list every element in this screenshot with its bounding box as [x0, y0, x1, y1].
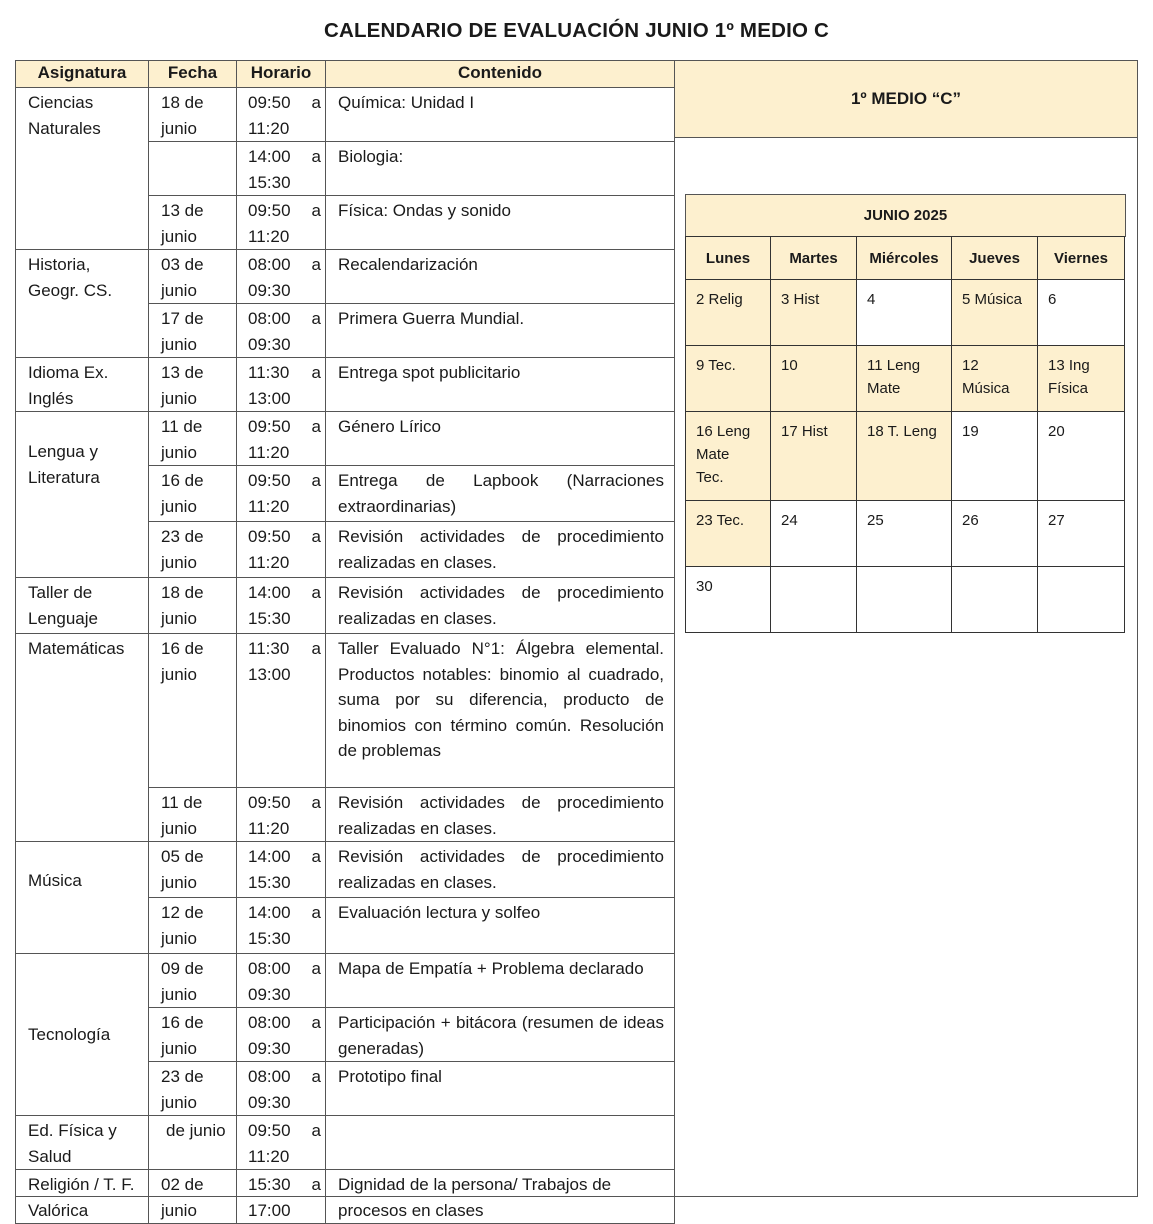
horario-start: 08:00: [248, 1013, 291, 1032]
contenido-cell: Física: Ondas y sonido: [326, 196, 675, 250]
horario-cell: [237, 1170, 326, 1224]
contenido-cell: Mapa de Empatía + Problema declarado: [326, 954, 675, 1008]
horario-cell: [237, 250, 326, 304]
fecha-cell: 16 de junio: [149, 634, 237, 788]
calendar-day-cell: [771, 567, 857, 633]
fecha-cell: de junio: [149, 1116, 237, 1170]
contenido-cell: Género Lírico: [326, 412, 675, 466]
contenido-cell: Dignidad de la persona/ Trabajos de procesos en clases: [326, 1170, 675, 1224]
calendar-day-cell: 20: [1038, 412, 1125, 501]
course-header: 1º MEDIO “C”: [674, 60, 1138, 138]
fecha-cell: [149, 142, 237, 196]
horario-cell: [237, 578, 326, 634]
contenido-cell: Revisión actividades de procedimiento realizadas en clases.: [326, 578, 675, 634]
calendar-day-cell: 18 T. Leng: [857, 412, 952, 501]
asignatura-cell: Taller de Lenguaje: [16, 578, 149, 634]
horario-end: 13:00: [248, 664, 291, 684]
horario-sep: a: [311, 471, 321, 490]
horario-cell: [237, 1062, 326, 1116]
horario-sep: a: [311, 1067, 321, 1086]
calendar-day-cell: 5 Música: [952, 280, 1038, 346]
contenido-cell: Prototipo final: [326, 1062, 675, 1116]
horario-start: 11:30: [248, 639, 290, 658]
contenido-cell: Biologia:: [326, 142, 675, 196]
horario-start: 08:00: [248, 309, 291, 328]
calendar-day-cell: 30: [686, 567, 771, 633]
horario-end: 09:30: [248, 1038, 291, 1058]
horario-sep: a: [311, 847, 321, 866]
contenido-cell: Revisión actividades de procedimiento realizadas en clases.: [326, 842, 675, 898]
contenido-cell: Revisión actividades de procedimiento realizadas en clases.: [326, 788, 675, 842]
calendar-day-cell: 12 Música: [952, 346, 1038, 412]
horario-sep: a: [311, 793, 321, 812]
fecha-cell: 18 de junio: [149, 578, 237, 634]
calendar-day-header: Martes: [771, 237, 857, 280]
page-title: CALENDARIO DE EVALUACIÓN JUNIO 1º MEDIO C: [323, 19, 830, 42]
horario-end: 11:20: [248, 226, 290, 246]
asignatura-cell: Tecnología: [16, 954, 149, 1116]
horario-sep: a: [311, 959, 321, 978]
fecha-cell: 09 de junio: [149, 954, 237, 1008]
horario-end: 11:20: [248, 118, 290, 138]
horario-sep: a: [311, 903, 321, 922]
asignatura-cell: Ed. Física y Salud: [16, 1116, 149, 1170]
calendar-day-cell: 10: [771, 346, 857, 412]
contenido-cell: Taller Evaluado N°1: Álgebra elemental. Productos notables: binomio al cuadrado, suma por su diferencia, producto de binomios con término común. Resolución de problemas: [326, 634, 675, 788]
horario-start: 08:00: [248, 255, 291, 274]
calendar-day-cell: 3 Hist: [771, 280, 857, 346]
horario-start: 15:30: [248, 1175, 291, 1194]
horario-end: 11:20: [248, 552, 290, 572]
horario-start: 09:50: [248, 793, 291, 812]
horario-cell: [237, 358, 326, 412]
contenido-cell: Participación + bitácora (resumen de ideas generadas): [326, 1008, 675, 1062]
contenido-cell: Recalendarización: [326, 250, 675, 304]
horario-start: 09:50: [248, 201, 291, 220]
horario-sep: a: [311, 583, 321, 602]
horario-sep: a: [311, 1121, 321, 1140]
horario-sep: a: [311, 147, 321, 166]
horario-sep: a: [311, 639, 321, 658]
horario-cell: [237, 304, 326, 358]
asignatura-cell: Religión / T. F. Valórica: [16, 1170, 149, 1224]
horario-sep: a: [311, 527, 321, 546]
asignatura-cell: Ciencias Naturales: [16, 88, 149, 250]
horario-end: 09:30: [248, 334, 291, 354]
asignatura-cell: Idioma Ex. Inglés: [16, 358, 149, 412]
calendar-title: JUNIO 2025: [685, 194, 1126, 237]
horario-start: 14:00: [248, 903, 291, 922]
horario-cell: [237, 898, 326, 954]
fecha-cell: 12 de junio: [149, 898, 237, 954]
horario-sep: a: [311, 255, 321, 274]
calendar-day-cell: [952, 567, 1038, 633]
fecha-cell: 16 de junio: [149, 466, 237, 522]
evaluation-table: [15, 60, 675, 1224]
horario-end: 11:20: [248, 1146, 290, 1166]
horario-sep: a: [311, 1175, 321, 1194]
fecha-cell: 11 de junio: [149, 788, 237, 842]
horario-end: 15:30: [248, 172, 291, 192]
horario-end: 13:00: [248, 388, 291, 408]
fecha-cell: 13 de junio: [149, 196, 237, 250]
contenido-cell: Evaluación lectura y solfeo: [326, 898, 675, 954]
calendar-day-cell: 17 Hist: [771, 412, 857, 501]
calendar-day-header: Lunes: [686, 237, 771, 280]
horario-start: 14:00: [248, 147, 291, 166]
calendar-day-header: Viernes: [1038, 237, 1125, 280]
horario-cell: [237, 142, 326, 196]
horario-sep: a: [311, 363, 321, 382]
calendar-day-cell: 25: [857, 501, 952, 567]
horario-start: 14:00: [248, 847, 291, 866]
june-calendar: [685, 236, 1125, 633]
calendar-day-cell: 2 Relig: [686, 280, 771, 346]
horario-end: 15:30: [248, 928, 291, 948]
calendar-day-cell: 24: [771, 501, 857, 567]
fecha-cell: 16 de junio: [149, 1008, 237, 1062]
calendar-day-cell: 13 Ing Física: [1038, 346, 1125, 412]
horario-cell: [237, 1008, 326, 1062]
fecha-cell: 03 de junio: [149, 250, 237, 304]
horario-start: 08:00: [248, 1067, 291, 1086]
horario-end: 11:20: [248, 442, 290, 462]
horario-start: 11:30: [248, 363, 290, 382]
horario-cell: [237, 842, 326, 898]
fecha-cell: 18 de junio: [149, 88, 237, 142]
calendar-day-cell: 4: [857, 280, 952, 346]
calendar-day-cell: 19: [952, 412, 1038, 501]
calendar-day-header: Miércoles: [857, 237, 952, 280]
fecha-cell: 23 de junio: [149, 1062, 237, 1116]
asignatura-cell: Historia, Geogr. CS.: [16, 250, 149, 358]
horario-start: 09:50: [248, 527, 291, 546]
horario-sep: a: [311, 309, 321, 328]
horario-cell: [237, 788, 326, 842]
horario-cell: [237, 522, 326, 578]
horario-start: 09:50: [248, 471, 291, 490]
contenido-cell: Revisión actividades de procedimiento realizadas en clases.: [326, 522, 675, 578]
horario-end: 09:30: [248, 984, 291, 1004]
horario-start: 08:00: [248, 959, 291, 978]
calendar-day-cell: [1038, 567, 1125, 633]
horario-end: 15:30: [248, 608, 291, 628]
horario-cell: [237, 954, 326, 1008]
calendar-day-cell: 16 Leng Mate Tec.: [686, 412, 771, 501]
asignatura-cell: Lengua y Literatura: [16, 412, 149, 578]
horario-end: 11:20: [248, 818, 290, 838]
header-horario: Horario: [237, 61, 326, 88]
horario-end: 15:30: [248, 872, 291, 892]
horario-start: 09:50: [248, 1121, 291, 1140]
horario-start: 09:50: [248, 417, 291, 436]
contenido-cell: Entrega de Lapbook (Narraciones extraordinarias): [326, 466, 675, 522]
horario-cell: [237, 412, 326, 466]
calendar-day-cell: 27: [1038, 501, 1125, 567]
header-asignatura: Asignatura: [16, 61, 149, 88]
calendar-day-cell: 6: [1038, 280, 1125, 346]
calendar-day-cell: [857, 567, 952, 633]
contenido-cell: Primera Guerra Mundial.: [326, 304, 675, 358]
contenido-cell: [326, 1116, 675, 1170]
calendar-day-cell: 23 Tec.: [686, 501, 771, 567]
horario-end: 11:20: [248, 496, 290, 516]
fecha-cell: 23 de junio: [149, 522, 237, 578]
horario-cell: [237, 466, 326, 522]
calendar-day-cell: 9 Tec.: [686, 346, 771, 412]
asignatura-cell: Música: [16, 842, 149, 954]
horario-sep: a: [311, 1013, 321, 1032]
header-contenido: Contenido: [326, 61, 675, 88]
horario-end: 17:00: [248, 1200, 291, 1220]
fecha-cell: 02 de junio: [149, 1170, 237, 1224]
horario-end: 09:30: [248, 280, 291, 300]
fecha-cell: 17 de junio: [149, 304, 237, 358]
fecha-cell: 13 de junio: [149, 358, 237, 412]
horario-end: 09:30: [248, 1092, 291, 1112]
horario-sep: a: [311, 93, 321, 112]
horario-sep: a: [311, 417, 321, 436]
horario-start: 14:00: [248, 583, 291, 602]
horario-start: 09:50: [248, 93, 291, 112]
asignatura-cell: Matemáticas: [16, 634, 149, 842]
calendar-day-header: Jueves: [952, 237, 1038, 280]
header-fecha: Fecha: [149, 61, 237, 88]
contenido-cell: Entrega spot publicitario: [326, 358, 675, 412]
horario-cell: [237, 1116, 326, 1170]
horario-cell: [237, 196, 326, 250]
calendar-day-cell: 26: [952, 501, 1038, 567]
horario-sep: a: [311, 201, 321, 220]
horario-cell: [237, 634, 326, 788]
calendar-day-cell: 11 Leng Mate: [857, 346, 952, 412]
fecha-cell: 05 de junio: [149, 842, 237, 898]
contenido-cell: Química: Unidad I: [326, 88, 675, 142]
fecha-cell: 11 de junio: [149, 412, 237, 466]
horario-cell: [237, 88, 326, 142]
